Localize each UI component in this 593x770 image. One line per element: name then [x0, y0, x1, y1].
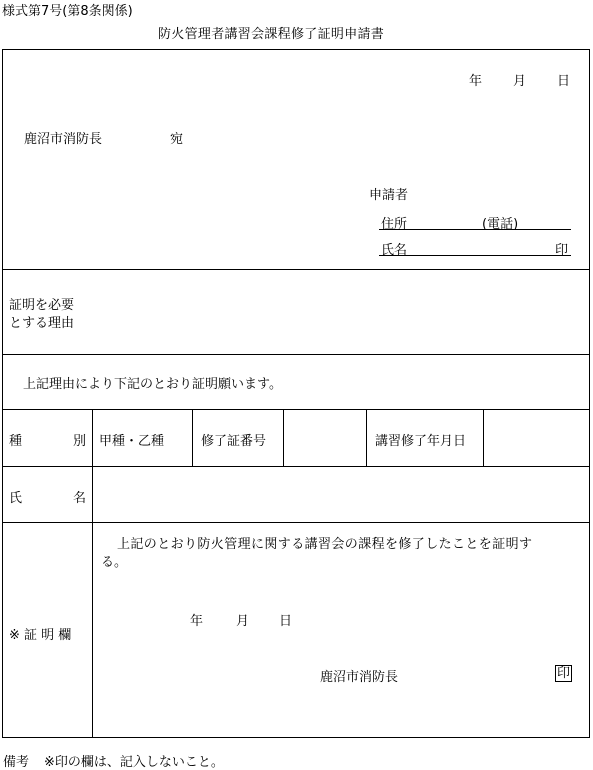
certification-text-line1: 上記のとおり防火管理に関する講習会の課程を修了したことを証明す: [117, 537, 533, 552]
cert-issuer: 鹿沼市消防長: [320, 670, 399, 685]
address-label: 住所: [381, 217, 408, 232]
cert-seal: 印: [557, 666, 571, 681]
reason-label-line2: とする理由: [9, 316, 75, 331]
divider-type-name: [2, 466, 590, 467]
divider-name-cert: [2, 522, 590, 523]
applicant-seal: 印: [555, 243, 569, 258]
label-column-divider: [92, 409, 93, 738]
addressee-suffix: 宛: [170, 132, 184, 147]
note-text: ※印の欄は、記入しないこと。: [44, 755, 224, 770]
request-date-year: 年: [469, 74, 483, 89]
name-label: 氏名: [381, 243, 408, 258]
name-underline: [379, 255, 571, 256]
name-row-label-char2: 名: [73, 491, 87, 506]
form-title: 防火管理者講習会課程修了証明申請書: [158, 27, 385, 42]
phone-label: (電話): [482, 217, 519, 232]
type-label-char1: 種: [9, 434, 23, 449]
certification-label: ※ 証 明 欄: [9, 628, 72, 643]
divider-statement-type: [2, 409, 590, 410]
type-label-char2: 別: [73, 434, 87, 449]
note-label: 備考: [3, 755, 30, 770]
applicant-label: 申請者: [369, 188, 409, 203]
request-date-month: 月: [513, 74, 527, 89]
name-row-label-char1: 氏: [9, 491, 23, 506]
cert-number-label: 修了証番号: [201, 434, 267, 449]
type-value: 甲種・乙種: [99, 434, 165, 449]
divider-request-reason: [2, 269, 590, 270]
type-col-divider-4: [483, 409, 484, 466]
addressee: 鹿沼市消防長: [24, 132, 103, 147]
form-table: [2, 49, 590, 738]
cert-date-day: 日: [279, 614, 293, 629]
completion-date-label: 講習修了年月日: [375, 434, 467, 449]
cert-date-year: 年: [190, 614, 204, 629]
certification-text-line2: る。: [101, 555, 128, 570]
request-date-day: 日: [557, 74, 571, 89]
cert-date-month: 月: [236, 614, 250, 629]
reason-label-line1: 証明を必要: [9, 298, 75, 313]
request-statement: 上記理由により下記のとおり証明願います。: [23, 377, 282, 392]
address-underline: [379, 229, 571, 230]
type-col-divider-1: [192, 409, 193, 466]
form-number: 様式第7号(第8条関係): [2, 4, 133, 19]
divider-reason-statement: [2, 354, 590, 355]
type-col-divider-2: [283, 409, 284, 466]
type-col-divider-3: [366, 409, 367, 466]
